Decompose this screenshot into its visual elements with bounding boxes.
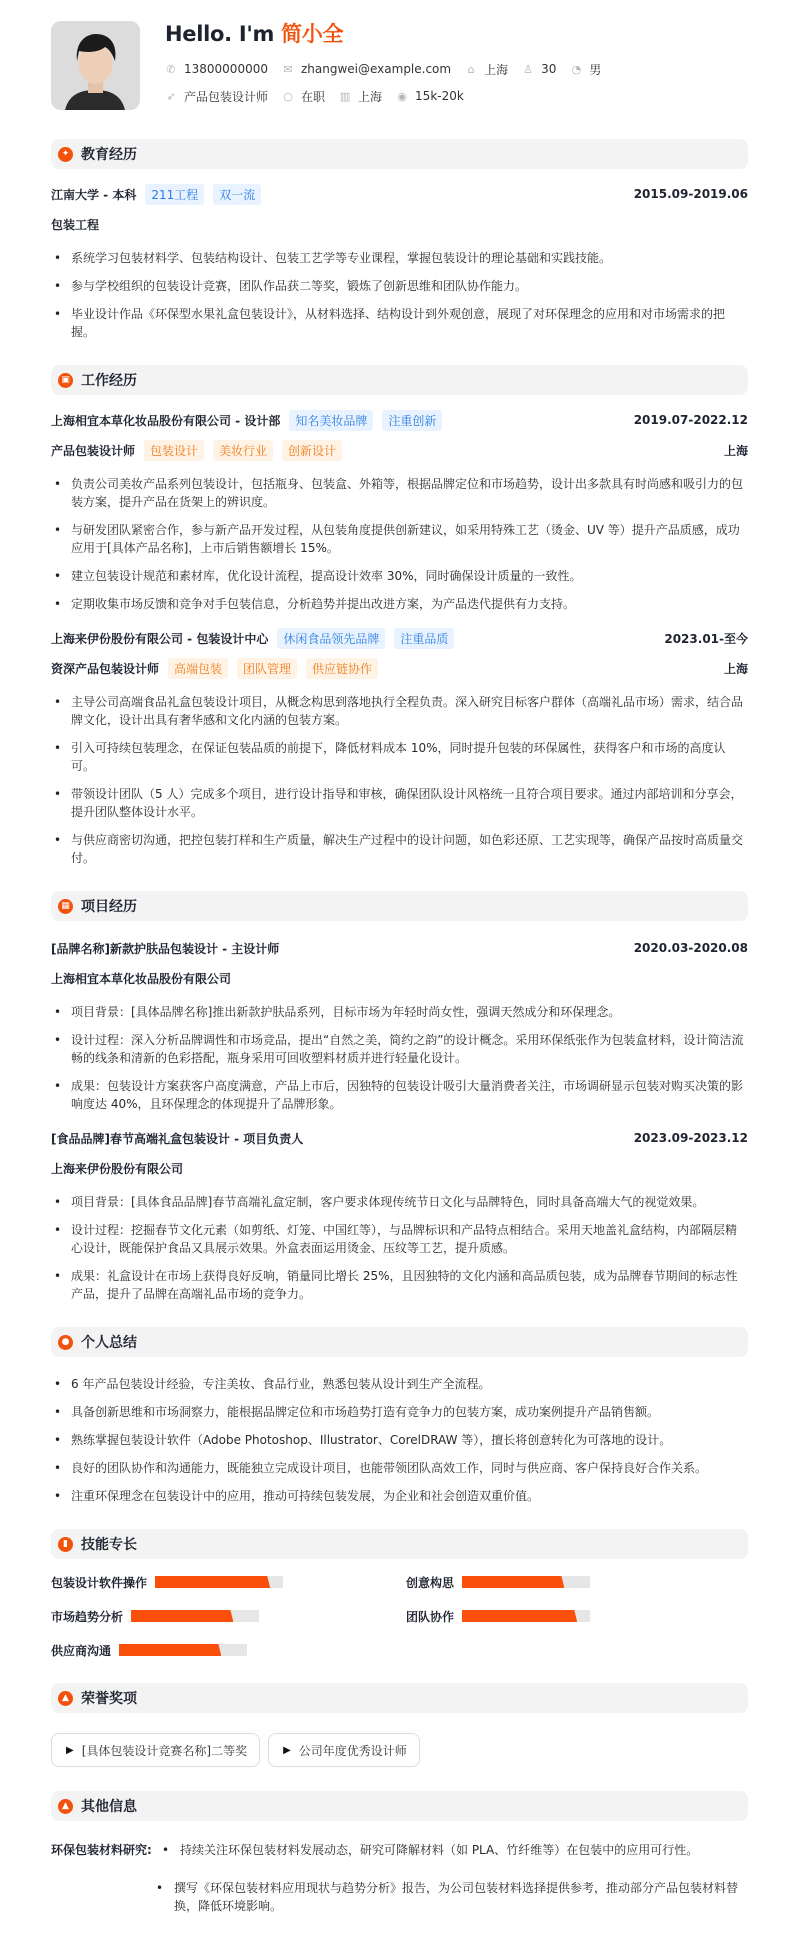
- salary: 15k-20k: [415, 89, 464, 103]
- list-item: • 撰写《环保包装材料应用现状与趋势分析》报告，为公司包装材料选择提供参考，推动部分产品包装材料替换，降低环境影响。: [150, 1879, 748, 1915]
- section-honors: [51, 1683, 748, 1767]
- education-row: [51, 179, 748, 209]
- section-projects: [51, 891, 748, 1303]
- job-intent-row: [165, 87, 615, 105]
- user-icon: ●: [58, 1335, 73, 1350]
- age-icon: ♙: [523, 62, 534, 76]
- skill-name: 供应商沟通: [51, 1643, 112, 1658]
- caret-right-icon: ▶: [66, 1744, 74, 1756]
- skill-bar-track: [462, 1610, 590, 1622]
- gender-icon: ◔: [571, 62, 582, 76]
- section-title: 其他信息: [81, 1799, 137, 1815]
- skill-bar-fill: [131, 1610, 233, 1622]
- status-icon: ○: [283, 89, 293, 103]
- skill-name: 包装设计软件操作: [51, 1575, 148, 1590]
- briefcase-icon: ▣: [58, 373, 73, 388]
- tag: 供应链协作: [306, 658, 378, 679]
- caret-right-icon: ▶: [283, 1744, 291, 1756]
- bullet-list: [51, 1003, 748, 1113]
- award-icon: ▲: [58, 1691, 73, 1706]
- other-label: 环保包装材料研究:: [51, 1843, 152, 1857]
- section-header: [51, 1791, 748, 1821]
- mail-icon: ✉: [283, 62, 293, 76]
- phone: 13800000000: [184, 62, 268, 76]
- role: 资深产品包装设计师: [51, 661, 160, 676]
- info-icon: ▲: [58, 1799, 73, 1814]
- period: 2015.09-2019.06: [633, 187, 748, 201]
- list-item: • 成果：包装设计方案获客户高度满意，产品上市后，因独特的包装设计吸引大量消费者关注，市场调研显示包装对购买决策的影响度达 40%，且环保理念的体现提升了品牌形象。: [51, 1077, 748, 1113]
- list-item: • 具备创新思维和市场洞察力，能根据品牌定位和市场趋势打造有竞争力的包装方案，成功案例提升产品销售额。: [51, 1403, 748, 1421]
- contact-row: [165, 60, 615, 78]
- section-header: [51, 891, 748, 921]
- city: 上海: [723, 661, 748, 676]
- project-company: 上海相宜本草化妆品股份有限公司: [51, 971, 232, 986]
- skill-bar-fill: [119, 1644, 221, 1656]
- role-row: [51, 653, 748, 683]
- company-row: [51, 405, 748, 435]
- skill-name: 创意构思: [406, 1575, 455, 1590]
- list-item: • 项目背景：[具体食品品牌]春节高端礼盒定制，客户要求体现传统节日文化与品牌特色，同时具备高端大气的视觉效果。: [51, 1193, 748, 1211]
- bullet-list: [51, 475, 748, 613]
- building-icon: ▥: [339, 89, 351, 103]
- tag: 211工程: [145, 184, 204, 205]
- company: 上海来伊份股份有限公司 - 包装设计中心: [51, 631, 269, 646]
- other-item: [51, 1841, 748, 1935]
- gender: 男: [589, 62, 602, 77]
- tag: 休闲食品领先品牌: [277, 628, 385, 649]
- period: 2023.09-2023.12: [633, 1131, 748, 1145]
- tag: 高端包装: [168, 658, 228, 679]
- list-item: • 熟练掌握包装设计软件（Adobe Photoshop、Illustrator、CorelDRAW 等），擅长将创意转化为可落地的设计。: [51, 1431, 748, 1449]
- tag: 双一流: [213, 184, 261, 205]
- section-title: 工作经历: [81, 373, 137, 389]
- skill-grid: [51, 1573, 748, 1659]
- chart-icon: ▮: [58, 1537, 73, 1552]
- tag: 知名美妆品牌: [289, 410, 373, 431]
- list-item: • 负责公司美妆产品系列包装设计，包括瓶身、包装盒、外箱等，根据品牌定位和市场趋势，设计出多款具有时尚感和吸引力的包装方案，提升产品在货架上的辨识度。: [51, 475, 748, 511]
- list-item: • 良好的团队协作和沟通能力，既能独立完成设计项目，也能带领团队高效工作，同时与供应商、客户保持良好合作关系。: [51, 1459, 748, 1477]
- skill-item: [406, 1607, 746, 1625]
- list-item: • 6 年产品包装设计经验，专注美妆、食品行业，熟悉包装从设计到生产全流程。: [51, 1375, 748, 1393]
- section-education: [51, 139, 748, 341]
- major: 包装工程: [51, 217, 100, 232]
- skill-bar-track: [131, 1610, 259, 1622]
- section-other: [51, 1791, 748, 1935]
- section-title: 个人总结: [81, 1335, 137, 1351]
- honor-label: 公司年度优秀设计师: [298, 1743, 407, 1758]
- period: 2019.07-2022.12: [633, 413, 748, 427]
- list-item: • 带领设计团队（5 人）完成多个项目，进行设计指导和审核，确保团队设计风格统一且符合项目要求。通过内部培训和分享会，提升团队整体设计水平。: [51, 785, 748, 821]
- honor-list: [51, 1733, 748, 1767]
- section-title: 项目经历: [81, 899, 137, 915]
- resume: [51, 0, 748, 1955]
- list-item: • 系统学习包装材料学、包装结构设计、包装工艺学等专业课程，掌握包装设计的理论基础和实践技能。: [51, 249, 748, 267]
- list-item: • 毕业设计作品《环保型水果礼盒包装设计》，从材料选择、结构设计到外观创意，展现了对环保理念的应用和对市场需求的把握。: [51, 305, 748, 341]
- skill-bar-fill: [462, 1610, 577, 1622]
- salary-icon: ◉: [397, 89, 407, 103]
- skill-bar-track: [462, 1576, 590, 1588]
- location: 上海: [484, 62, 509, 77]
- target-position: 产品包装设计师: [184, 89, 269, 104]
- list-item: • 设计过程：挖掘春节文化元素（如剪纸、灯笼、中国红等），与品牌标识和产品特点相结合。采用天地盖礼盒结构，内部隔层精心设计，既能保护食品又具展示效果。外盒表面运用烫金、压纹等工艺，提升质感。: [51, 1221, 748, 1257]
- page-title: [165, 18, 615, 48]
- list-item: • 与供应商密切沟通，把控包装打样和生产质量，解决生产过程中的设计问题，如色彩还原、工艺实现等，确保产品按时高质量交付。: [51, 831, 748, 867]
- name: 简小全: [281, 22, 344, 46]
- skill-bar-fill: [462, 1576, 564, 1588]
- tag: 注重创新: [382, 410, 442, 431]
- skill-name: 团队协作: [406, 1609, 455, 1624]
- send-icon: ➶: [166, 89, 176, 103]
- bullet-list: [156, 1841, 748, 1935]
- section-header: [51, 139, 748, 169]
- skill-bar-track: [155, 1576, 283, 1588]
- target-city: 上海: [358, 89, 383, 104]
- section-title: 教育经历: [81, 147, 137, 163]
- project-company: 上海来伊份股份有限公司: [51, 1161, 184, 1176]
- section-summary: [51, 1327, 748, 1505]
- bullet-list: [51, 1375, 748, 1505]
- tag: 包装设计: [144, 440, 204, 461]
- avatar: [51, 21, 140, 110]
- period: 2023.01-至今: [664, 631, 748, 646]
- period: 2020.03-2020.08: [633, 941, 748, 955]
- list-item: • 设计过程：深入分析品牌调性和市场竞品，提出“自然之美，简约之韵”的设计概念。采用环保纸张作为包装盒材料，设计简洁流畅的线条和清新的色彩搭配，瓶身采用可回收塑料材质并进行轻量化设计。: [51, 1031, 748, 1067]
- project-row: [51, 933, 748, 963]
- list-item: • 参与学校组织的包装设计竞赛，团队作品获二等奖，锻炼了创新思维和团队协作能力。: [51, 277, 748, 295]
- age: 30: [541, 62, 557, 76]
- skill-item: [51, 1607, 406, 1625]
- honor-badge[interactable]: [268, 1733, 420, 1767]
- list-item: • 主导公司高端食品礼盒包装设计项目，从概念构思到落地执行全程负责。深入研究目标客户群体（高端礼品市场）需求，结合品牌文化，设计出具有奢华感和文化内涵的包装方案。: [51, 693, 748, 729]
- project-name: [品牌名称]新款护肤品包装设计 - 主设计师: [51, 941, 280, 956]
- section-header: [51, 1327, 748, 1357]
- email[interactable]: zhangwei@example.com: [300, 62, 452, 76]
- role: 产品包装设计师: [51, 443, 136, 458]
- list-item: • 定期收集市场反馈和竞争对手包装信息，分析趋势并提出改进方案，为产品迭代提供有力支持。: [51, 595, 748, 613]
- tag: 美妆行业: [213, 440, 273, 461]
- header-block: [51, 0, 748, 139]
- list-item: • 持续关注环保包装材料发展动态，研究可降解材料（如 PLA、竹纤维等）在包装中的应用可行性。: [156, 1841, 748, 1859]
- section-title: 技能专长: [81, 1537, 137, 1553]
- list-item: • 注重环保理念在包装设计中的应用，推动可持续包装发展，为企业和社会创造双重价值。: [51, 1487, 748, 1505]
- graduation-icon: ✦: [58, 147, 73, 162]
- skill-item: [51, 1573, 406, 1591]
- greeting: Hello. I'm: [165, 22, 275, 46]
- honor-label: [具体包装设计竞赛名称]二等奖: [81, 1743, 248, 1758]
- bullet-list: [51, 693, 748, 867]
- school: 江南大学 - 本科: [51, 187, 137, 202]
- list-item: • 引入可持续包装理念，在保证包装品质的前提下，降低材料成本 10%，同时提升包装的环保属性，获得客户和市场的高度认可。: [51, 739, 748, 775]
- list-item: • 项目背景：[具体品牌名称]推出新款护肤品系列，目标市场为年轻时尚女性，强调天然成分和环保理念。: [51, 1003, 748, 1021]
- project-row: [51, 1123, 748, 1153]
- tag: 团队管理: [237, 658, 297, 679]
- list-item: • 建立包装设计规范和素材库，优化设计流程，提高设计效率 30%，同时确保设计质量的一致性。: [51, 567, 748, 585]
- role-row: [51, 435, 748, 465]
- city: 上海: [723, 443, 748, 458]
- company: 上海相宜本草化妆品股份有限公司 - 设计部: [51, 413, 281, 428]
- skill-bar-track: [119, 1644, 247, 1656]
- section-header: [51, 1683, 748, 1713]
- section-work: [51, 365, 748, 867]
- home-icon: ⌂: [467, 62, 475, 76]
- skill-item: [406, 1573, 746, 1591]
- skill-bar-fill: [155, 1576, 270, 1588]
- bullet-list: [51, 249, 748, 341]
- tag: 创新设计: [282, 440, 342, 461]
- list-item: • 成果：礼盒设计在市场上获得良好反响，销量同比增长 25%，且因独特的文化内涵和高品质包装，成为品牌春节期间的标志性产品，提升了品牌在高端礼品市场的竞争力。: [51, 1267, 748, 1303]
- tag: 注重品质: [394, 628, 454, 649]
- bullet-list: [51, 1193, 748, 1303]
- section-header: [51, 365, 748, 395]
- header: [165, 18, 615, 105]
- honor-badge[interactable]: [51, 1733, 260, 1767]
- grid-icon: ▦: [58, 899, 73, 914]
- list-item: • 与研发团队紧密合作，参与新产品开发过程，从包装角度提供创新建议，如采用特殊工艺（烫金、UV 等）提升产品质感，成功应用于[具体产品名称]，上市后销售额增长 15%。: [51, 521, 748, 557]
- phone-icon: ✆: [166, 62, 176, 76]
- skill-name: 市场趋势分析: [51, 1609, 124, 1624]
- section-skills: [51, 1529, 748, 1659]
- company-row: [51, 623, 748, 653]
- project-name: [食品品牌]春节高端礼盒包装设计 - 项目负责人: [51, 1131, 304, 1146]
- section-title: 荣誉奖项: [81, 1691, 137, 1707]
- skill-item: [51, 1641, 406, 1659]
- job-status: 在职: [301, 89, 326, 104]
- section-header: [51, 1529, 748, 1559]
